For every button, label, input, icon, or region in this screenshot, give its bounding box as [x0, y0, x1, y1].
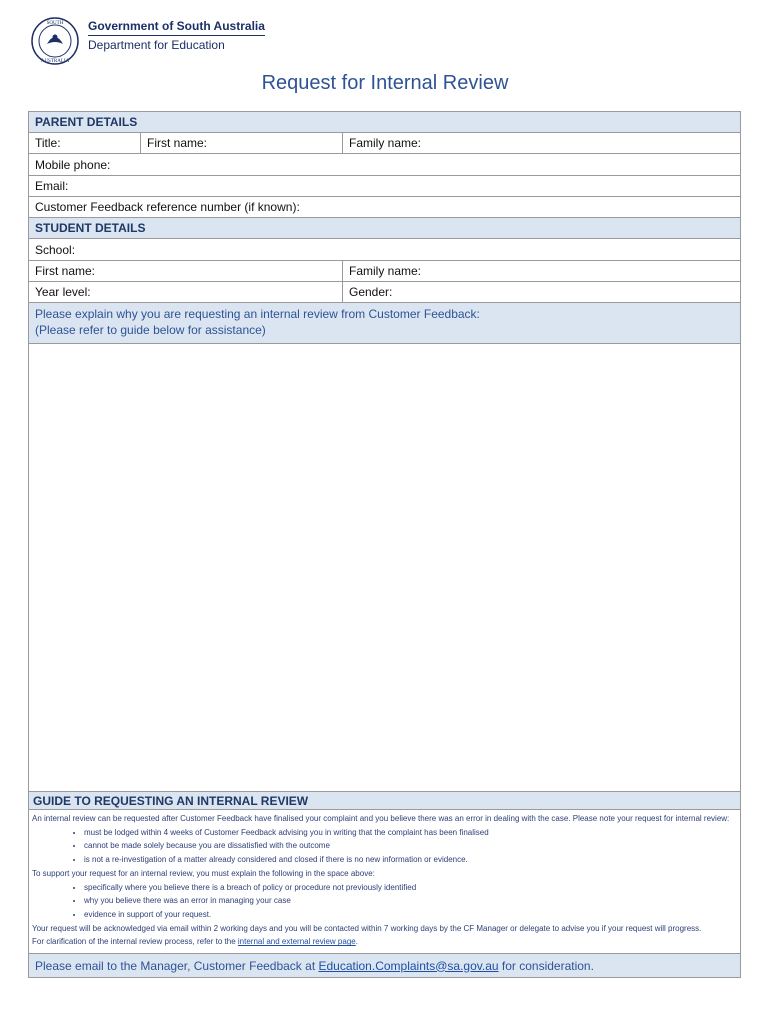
guide-heading: GUIDE TO REQUESTING AN INTERNAL REVIEW: [33, 793, 309, 808]
complaints-email-link[interactable]: Education.Complaints@sa.gov.au: [318, 958, 499, 973]
parent-email-row: [29, 176, 740, 197]
review-form: [28, 111, 741, 978]
list-item: • is not a re-investigation of a matter already considered and closed if there is no new information or evidence.: [84, 853, 737, 867]
guide-clarification-text: For clarification of the internal review process, refer to the: [32, 937, 238, 947]
student-gender-field[interactable]: Gender:: [349, 285, 393, 299]
letterhead-divider: [88, 35, 265, 36]
reference-number-field[interactable]: Customer Feedback reference number (if known):: [35, 200, 300, 214]
explain-prompt-line1: Please explain why you are requesting an internal review from Customer Feedback:: [35, 307, 480, 321]
email-instruction-end: for consideration.: [498, 958, 594, 973]
guide-support-list: [32, 881, 737, 922]
student-year-level-field[interactable]: Year level:: [29, 282, 343, 302]
government-name: Government of South Australia: [88, 19, 265, 33]
student-year-row: [29, 282, 740, 303]
parent-name-row: [29, 133, 740, 154]
guide-support-intro: To support your request for an internal review, you must explain the following in the space above:: [32, 868, 375, 878]
list-item: • evidence in support of your request.: [84, 908, 737, 922]
guide-body-row: [29, 810, 740, 954]
student-details-heading: STUDENT DETAILS: [35, 221, 146, 235]
parent-family-name-field[interactable]: Family name:: [349, 136, 422, 150]
email-instruction-text: Please email to the Manager, Customer Feedback at: [35, 958, 319, 973]
page-title: Request for Internal Review: [261, 72, 509, 94]
department-name: Department for Education: [88, 38, 225, 52]
list-item: • specifically where you believe there is a breach of policy or procedure not previously identified: [84, 881, 737, 895]
review-page-link[interactable]: internal and external review page: [237, 937, 356, 947]
reference-number-row: [29, 197, 740, 218]
student-name-row: [29, 261, 740, 282]
explanation-text-area-row: [29, 344, 740, 792]
list-item: • cannot be made solely because you are dissatisfied with the outcome: [84, 839, 737, 853]
parent-mobile-field[interactable]: Mobile phone:: [35, 157, 111, 172]
student-family-name-field[interactable]: Family name:: [349, 264, 422, 278]
explain-header-row: [29, 303, 740, 344]
guide-clarification-end: .: [355, 937, 358, 947]
guide-conditions-list: [32, 826, 737, 867]
parent-first-name-field[interactable]: First name:: [141, 133, 343, 153]
guide-body: [29, 810, 740, 953]
parent-details-heading: PARENT DETAILS: [35, 115, 138, 129]
explain-prompt-line2: (Please refer to guide below for assistance): [35, 323, 266, 337]
guide-intro: An internal review can be requested after Customer Feedback have finalised your complaint and you believe there was an error in dealing with the case. Please note your request for internal review:: [32, 814, 730, 823]
parent-details-header: [29, 112, 740, 133]
guide-acknowledgement: Your request will be acknowledged via email within 2 working days and you will be contacted within 7 working days by the CF Manager or delegate to advise you if your request will progress.: [32, 923, 702, 933]
list-item: • must be lodged within 4 weeks of Customer Feedback advising you in writing that the complaint has been finalised: [84, 826, 737, 840]
email-instruction-row: [29, 954, 740, 977]
parent-mobile-row: [29, 154, 740, 176]
explain-prompt: [29, 303, 740, 343]
parent-email-field[interactable]: Email:: [35, 179, 69, 193]
svg-text:SOUTH: SOUTH: [46, 21, 64, 26]
guide-clarification: [32, 935, 737, 949]
student-details-header: [29, 218, 740, 239]
svg-text:AUSTRALIA: AUSTRALIA: [40, 59, 70, 64]
guide-header-row: [29, 792, 740, 810]
student-school-row: [29, 239, 740, 261]
parent-title-field[interactable]: Title:: [29, 133, 141, 153]
student-school-field[interactable]: School:: [35, 242, 76, 257]
list-item: • why you believe there was an error in managing your case: [84, 894, 737, 908]
letterhead: [30, 16, 290, 66]
sa-government-seal-icon: [30, 16, 80, 66]
email-instruction: [29, 954, 740, 977]
student-first-name-field[interactable]: First name:: [29, 261, 343, 281]
explanation-text-area[interactable]: [29, 344, 740, 791]
